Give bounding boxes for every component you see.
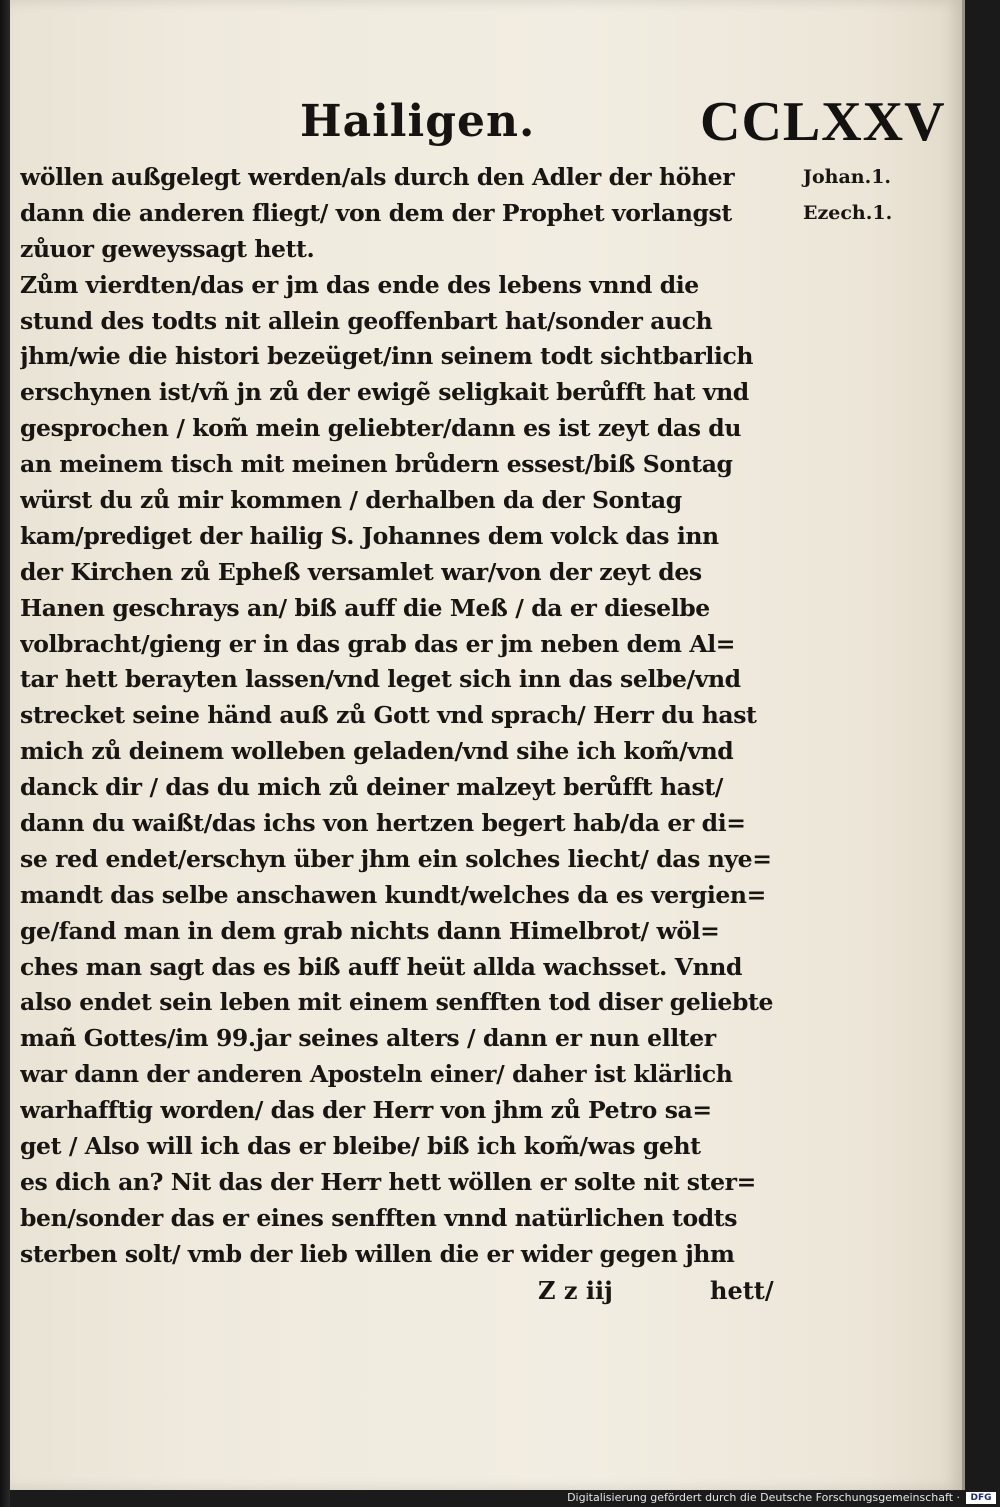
text-line: ches man sagt das es biß auff heüt allda wachsset. Vnnd: [20, 952, 742, 981]
text-line: warhafftig worden/ das der Herr von jhm zů Petro sa=: [20, 1096, 712, 1125]
page-footer: [10, 1276, 962, 1312]
text-line: mandt das selbe anschawen kundt/welches da es vergien=: [20, 880, 766, 909]
digitization-credit-bar: [567, 1490, 1000, 1507]
text-line: Hanen geschrays an/ biß auff die Meß / da er dieselbe: [20, 593, 710, 622]
margin-note: Ezech.1.: [803, 201, 893, 224]
text-line: se red endet/erschyn über jhm ein solches liecht/ das nye=: [20, 844, 772, 873]
text-line: würst du zů mir kommen / derhalben da der Sontag: [20, 486, 682, 515]
text-line: war dann der anderen Aposteln einer/ daher ist klärlich: [20, 1060, 733, 1089]
text-line: sterben solt/ vmb der lieb willen die er wider gegen jhm: [20, 1239, 735, 1268]
text-line: ge/fand man in dem grab nichts dann Himelbrot/ wöl=: [20, 916, 720, 945]
text-line: get / Also will ich das er bleibe/ biß ich kom̃/was geht: [20, 1132, 701, 1161]
running-head: Hailigen.: [300, 96, 536, 147]
text-line: an meinem tisch mit meinen brůdern essest/biß Sontag: [20, 450, 733, 479]
text-line: der Kirchen zů Epheß versamlet war/von der zeyt des: [20, 557, 702, 586]
text-line: mañ Gottes/im 99.jar seines alters / dann er nun ellter: [20, 1024, 716, 1053]
text-line: stund des todts nit allein geoffenbart hat/sonder auch: [20, 306, 713, 335]
text-line: mich zů deinem wolleben geladen/vnd sihe ich kom̃/vnd: [20, 737, 734, 766]
dfg-logo: DFG: [966, 1492, 996, 1504]
text-line: jhm/wie die histori bezeüget/inn seinem todt sichtbarlich: [20, 342, 754, 371]
book-page: [10, 0, 965, 1490]
body-text: [20, 160, 800, 1273]
scan-right-background: [965, 0, 1000, 1507]
text-line: kam/prediget der hailig S. Johannes dem volck das inn: [20, 521, 719, 550]
text-line: dann du waißt/das ichs von hertzen begert hab/da er di=: [20, 809, 746, 838]
text-line: tar hett berayten lassen/vnd leget sich inn das selbe/vnd: [20, 665, 741, 694]
text-line: erschynen ist/vñ jn zů der ewigẽ seligkait berůfft hat vnd: [20, 378, 749, 407]
margin-note: Johan.1.: [803, 166, 892, 188]
signature-mark: Z z iij: [538, 1276, 613, 1305]
text-line: zůuor geweyssagt hett.: [20, 234, 315, 263]
digitization-credit: Digitalisierung gefördert durch die Deutsche Forschungsgemeinschaft ·: [567, 1491, 960, 1504]
scan-left-edge: [0, 0, 10, 1507]
page-header: [10, 91, 962, 166]
text-line: also endet sein leben mit einem senfften tod diser geliebte: [20, 988, 774, 1017]
text-line: Zům vierdten/das er jm das ende des lebens vnnd die: [20, 270, 699, 299]
text-line: ben/sonder das er eines senfften vnnd natürlichen todts: [20, 1203, 738, 1232]
text-line: es dich an? Nit das der Herr hett wöllen er solte nit ster=: [20, 1167, 756, 1196]
catchword: hett/: [710, 1276, 774, 1305]
text-line: wöllen außgelegt werden/als durch den Adler der höher: [20, 163, 735, 191]
text-line: gesprochen / kom̃ mein geliebter/dann es ist zeyt das du: [20, 414, 742, 443]
text-line: strecket seine händ auß zů Gott vnd sprach/ Herr du hast: [20, 701, 757, 730]
text-line: dann die anderen fliegt/ von dem der Prophet vorlangst: [20, 198, 732, 227]
text-line: danck dir / das du mich zů deiner malzeyt berůfft hast/: [20, 773, 723, 802]
folio-number: CCLXXV: [700, 91, 946, 153]
text-line: volbracht/gieng er in das grab das er jm neben dem Al=: [20, 629, 736, 658]
margin-notes: [803, 160, 943, 232]
